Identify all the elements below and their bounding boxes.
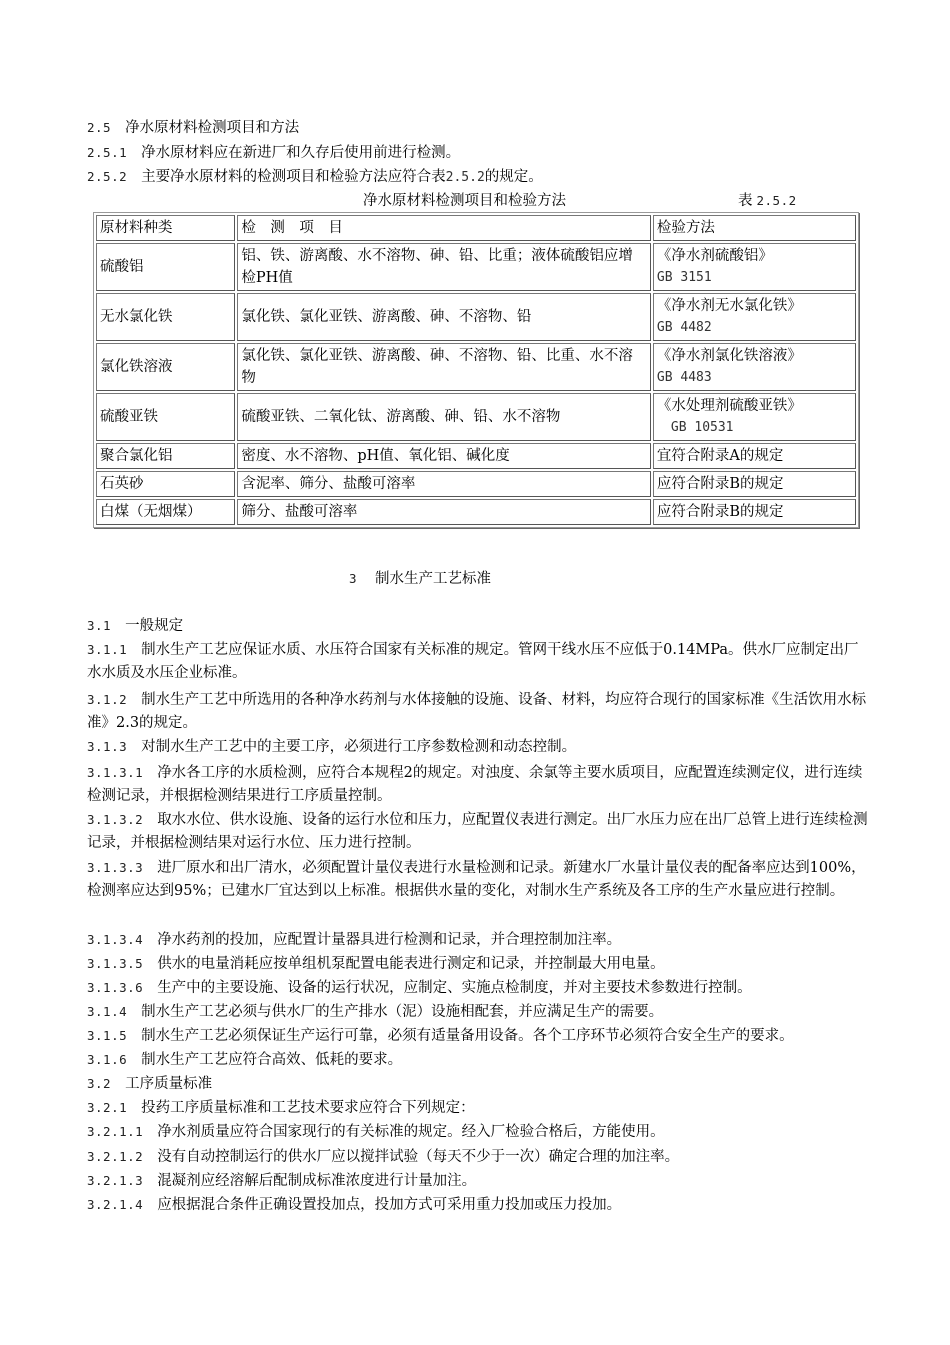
table-row xyxy=(96,343,856,391)
clause-2-5-1: 2.5.1 净水原材料应在新进厂和久存后使用前进行检测。 xyxy=(87,145,461,161)
cell-material: 氯化铁溶液 xyxy=(96,343,235,391)
cell-items: 含泥率、筛分、盐酸可溶率 xyxy=(237,471,651,497)
cell-items: 筛分、盐酸可溶率 xyxy=(237,499,651,525)
cell-method: 《水处理剂硫酸亚铁》 GB 10531 xyxy=(653,393,856,441)
clause-3-2-1: 3.2.1 投药工序质量标准和工艺技术要求应符合下列规定： xyxy=(87,1100,475,1116)
cell-method: 《净水剂无水氯化铁》 GB 4482 xyxy=(653,293,856,341)
clause-3-1-5: 3.1.5 制水生产工艺必须保证生产运行可靠，必须有适量备用设备。各个工序环节必须符合安全生产的要求。 xyxy=(87,1028,794,1044)
clause-3-1-3-3: 3.1.3.3 进厂原水和出厂清水，必须配置计量仪表进行水量检测和记录。新建水厂水量计量仪表的配备率应达到100%，检测率应达到95%；已建水厂宜达到以上标准。根据供水量的变化，对制水生产系统及各工序的生产水量应进行控制。 xyxy=(87,860,866,899)
cell-material: 白煤（无烟煤） xyxy=(96,499,235,525)
cell-material: 硫酸铝 xyxy=(96,243,235,291)
chapter-heading-3: 3 制水生产工艺标准 xyxy=(349,571,492,587)
clause-3-1-3-5: 3.1.3.5 供水的电量消耗应按单组机泵配置电能表进行测定和记录，并控制最大用电量。 xyxy=(87,956,665,972)
clause-3-1-1: 3.1.1 制水生产工艺应保证水质、水压符合国家有关标准的规定。管网干线水压不应低于0.14MPa。供水厂应制定出厂水水质及水压企业标准。 xyxy=(87,642,859,681)
clause-3-2-1-4: 3.2.1.4 应根据混合条件正确设置投加点，投加方式可采用重力投加或压力投加。 xyxy=(87,1197,622,1213)
cell-items: 铝、铁、游离酸、水不溶物、砷、铅、比重；液体硫酸铝应增检PH值 xyxy=(237,243,651,291)
clause-3-2-1-2: 3.2.1.2 没有自动控制运行的供水厂应以搅拌试验（每天不少于一次）确定合理的加注率。 xyxy=(87,1149,680,1165)
clause-3-1-4: 3.1.4 制水生产工艺必须与供水厂的生产排水（泥）设施相配套，并应满足生产的需要。 xyxy=(87,1004,664,1020)
clause-3-1-2: 3.1.2 制水生产工艺中所选用的各种净水药剂与水体接触的设施、设备、材料，均应符合现行的国家标准《生活饮用水标准》2.3的规定。 xyxy=(87,692,867,731)
cell-method: 应符合附录B的规定 xyxy=(653,471,856,497)
cell-material: 石英砂 xyxy=(96,471,235,497)
cell-material: 无水氯化铁 xyxy=(96,293,235,341)
clause-2-5-2: 2.5.2 主要净水原材料的检测项目和检验方法应符合表2.5.2的规定。 xyxy=(87,169,543,185)
clause-3-2-1-3: 3.2.1.3 混凝剂应经溶解后配制成标准浓度进行计量加注。 xyxy=(87,1173,477,1189)
cell-method: 宜符合附录A的规定 xyxy=(653,443,856,469)
header-method: 检验方法 xyxy=(653,215,856,241)
cell-method: 《净水剂硫酸铝》 GB 3151 xyxy=(653,243,856,291)
table-number: 表 2.5.2 xyxy=(738,193,797,209)
cell-items: 氯化铁、氯化亚铁、游离酸、砷、不溶物、铅、比重、水不溶物 xyxy=(237,343,651,391)
table-title: 净水原材料检测项目和检验方法 xyxy=(363,193,566,209)
cell-material: 硫酸亚铁 xyxy=(96,393,235,441)
section-heading-3-2: 3.2 工序质量标准 xyxy=(87,1076,213,1092)
clause-3-1-3-2: 3.1.3.2 取水水位、供水设施、设备的运行水位和压力，应配置仪表进行测定。出厂水压力应在出厂总管上进行连续检测记录，并根据检测结果对运行水位、压力进行控制。 xyxy=(87,812,868,851)
table-row xyxy=(96,293,856,341)
header-material: 原材料种类 xyxy=(96,215,235,241)
clause-3-1-3-1: 3.1.3.1 净水各工序的水质检测，应符合本规程2的规定。对浊度、余氯等主要水质项目，应配置连续测定仪，进行连续检测记录，并根据检测结果进行工序质量控制。 xyxy=(87,765,863,804)
clause-3-1-3-4: 3.1.3.4 净水药剂的投加，应配置计量器具进行检测和记录，并合理控制加注率。 xyxy=(87,932,622,948)
materials-table xyxy=(93,212,859,528)
table-row xyxy=(96,443,856,469)
header-items: 检 测 项 目 xyxy=(237,215,651,241)
cell-items: 氯化铁、氯化亚铁、游离酸、砷、不溶物、铅 xyxy=(237,293,651,341)
cell-items: 密度、水不溶物、pH值、氧化铝、碱化度 xyxy=(237,443,651,469)
cell-items: 硫酸亚铁、二氧化钛、游离酸、砷、铅、水不溶物 xyxy=(237,393,651,441)
cell-material: 聚合氯化铝 xyxy=(96,443,235,469)
table-row xyxy=(96,499,856,525)
section-heading-2-5: 2.5 净水原材料检测项目和方法 xyxy=(87,120,300,136)
cell-method: 应符合附录B的规定 xyxy=(653,499,856,525)
table-row xyxy=(96,471,856,497)
cell-method: 《净水剂氯化铁溶液》 GB 4483 xyxy=(653,343,856,391)
clause-3-1-3-6: 3.1.3.6 生产中的主要设施、设备的运行状况，应制定、实施点检制度，并对主要技术参数进行控制。 xyxy=(87,980,752,996)
table-header-row xyxy=(96,215,856,241)
clause-3-1-6: 3.1.6 制水生产工艺应符合高效、低耗的要求。 xyxy=(87,1052,403,1068)
table-row xyxy=(96,393,856,441)
table-row xyxy=(96,243,856,291)
clause-3-1-3: 3.1.3 对制水生产工艺中的主要工序，必须进行工序参数检测和动态控制。 xyxy=(87,739,577,755)
section-heading-3-1: 3.1 一般规定 xyxy=(87,618,184,634)
clause-3-2-1-1: 3.2.1.1 净水剂质量应符合国家现行的有关标准的规定。经入厂检验合格后，方能使用。 xyxy=(87,1124,665,1140)
